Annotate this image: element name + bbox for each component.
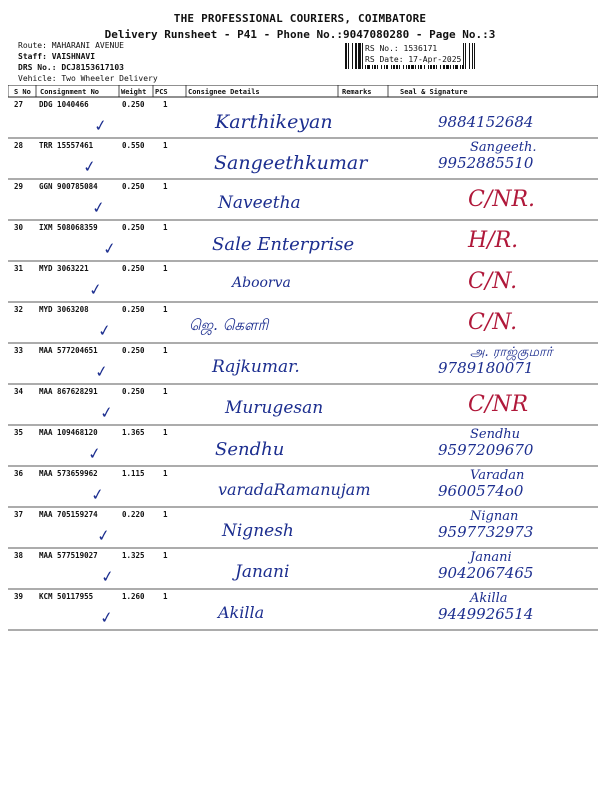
consignee-handwriting: Sendhu [215, 439, 285, 460]
consignee-handwriting: Karthikeyan [215, 111, 333, 133]
row-consignment: IXM 508068359 [39, 223, 98, 232]
check-mark-icon: ✓ [93, 114, 108, 137]
row-weight: 0.550 [122, 141, 145, 150]
check-mark-icon: ✓ [97, 319, 112, 342]
rs-number: RS No.: 1536171 [365, 43, 463, 54]
header-consignee: Consignee Details [188, 88, 260, 96]
header-consignment: Consignment No [40, 88, 100, 96]
header-remarks: Remarks [342, 88, 372, 96]
row-sno: 32 [14, 305, 24, 314]
row-sno: 36 [14, 469, 24, 478]
signature-text: 9952885510 [438, 154, 534, 172]
row-weight: 0.250 [122, 264, 145, 273]
row-pcs: 1 [163, 223, 168, 232]
row-pcs: 1 [163, 551, 168, 560]
signature-text: 9789180071 [438, 359, 534, 377]
row-consignment: MYD 3063208 [39, 305, 89, 314]
row-sno: 37 [14, 510, 24, 519]
row-weight: 0.250 [122, 346, 145, 355]
row-pcs: 1 [163, 100, 168, 109]
header-weight: Weight [121, 88, 147, 96]
row-weight: 1.365 [122, 428, 145, 437]
header-sno: S No [14, 88, 31, 96]
row-weight: 1.325 [122, 551, 145, 560]
runsheet-meta-right [365, 43, 463, 65]
vehicle-text: Vehicle: Two Wheeler Delivery [18, 74, 158, 83]
consignee-handwriting: Naveetha [218, 193, 301, 213]
signature-name: Varadan [470, 468, 525, 483]
row-consignment: MAA 705159274 [39, 510, 98, 519]
row-consignment: DDG 1040466 [39, 100, 89, 109]
row-weight: 0.250 [122, 387, 145, 396]
check-mark-icon: ✓ [90, 483, 105, 506]
check-mark-icon: ✓ [82, 155, 97, 178]
consignee-handwriting: Sangeethkumar [214, 152, 368, 174]
signature-text: C/N. [468, 310, 518, 335]
row-pcs: 1 [163, 182, 168, 191]
row-sno: 33 [14, 346, 24, 355]
signature-name: Sangeeth. [470, 140, 537, 155]
check-mark-icon: ✓ [102, 237, 117, 260]
signature-text: 9600574o0 [438, 482, 524, 500]
row-weight: 1.115 [122, 469, 145, 478]
signature-text: 9042067465 [438, 564, 534, 582]
row-pcs: 1 [163, 387, 168, 396]
signature-name: Nignan [470, 509, 519, 524]
row-weight: 0.220 [122, 510, 145, 519]
row-weight: 0.250 [122, 100, 145, 109]
signature-text: H/R. [468, 228, 519, 253]
runsheet-subtitle: Delivery Runsheet - P41 - Phone No.:9047080280 - Page No.:3 [104, 28, 496, 41]
runsheet-meta-left [18, 40, 158, 84]
row-sno: 39 [14, 592, 24, 601]
consignee-handwriting: Nignesh [222, 521, 294, 541]
row-weight: 0.250 [122, 223, 145, 232]
row-pcs: 1 [163, 305, 168, 314]
row-consignment: GGN 900785084 [39, 182, 98, 191]
row-pcs: 1 [163, 510, 168, 519]
row-pcs: 1 [163, 141, 168, 150]
row-sno: 29 [14, 182, 24, 191]
row-sno: 28 [14, 141, 24, 150]
consignee-handwriting: varadaRamanujam [218, 480, 371, 499]
row-consignment: MAA 867628291 [39, 387, 98, 396]
rs-date: RS Date: 17-Apr-2025 [365, 55, 462, 64]
consignee-handwriting: Sale Enterprise [212, 234, 355, 255]
check-mark-icon: ✓ [88, 278, 103, 301]
consignee-handwriting: ஜெ. கெளரி [189, 316, 269, 334]
check-mark-icon: ✓ [87, 442, 102, 465]
row-sno: 27 [14, 100, 24, 109]
signature-name: அ. ராஜ்குமார் [470, 345, 553, 360]
row-sno: 38 [14, 551, 24, 560]
row-pcs: 1 [163, 592, 168, 601]
row-consignment: MAA 573659962 [39, 469, 98, 478]
route-text: Route: MAHARANI AVENUE [18, 41, 124, 50]
signature-name: Sendhu [470, 427, 521, 442]
row-sno: 34 [14, 387, 24, 396]
signature-text: C/NR [468, 392, 529, 417]
consignee-handwriting: Rajkumar. [212, 357, 300, 377]
signature-name: Janani [470, 550, 512, 565]
signature-name: Akilla [470, 591, 508, 606]
runsheet-header [0, 12, 600, 41]
row-consignment: MAA 109468120 [39, 428, 98, 437]
check-mark-icon: ✓ [96, 524, 111, 547]
header-pcs: PCS [155, 88, 168, 96]
row-consignment: TRR 15557461 [39, 141, 94, 150]
row-sno: 35 [14, 428, 24, 437]
check-mark-icon: ✓ [94, 360, 109, 383]
row-weight: 1.260 [122, 592, 145, 601]
check-mark-icon: ✓ [99, 606, 114, 629]
signature-text: C/N. [468, 269, 518, 294]
row-sno: 31 [14, 264, 24, 273]
row-weight: 0.250 [122, 182, 145, 191]
consignee-handwriting: Murugesan [225, 398, 324, 418]
header-seal-signature: Seal & Signature [400, 88, 468, 96]
check-mark-icon: ✓ [99, 401, 114, 424]
row-consignment: MYD 3063221 [39, 264, 89, 273]
row-weight: 0.250 [122, 305, 145, 314]
row-pcs: 1 [163, 264, 168, 273]
signature-text: 9597732973 [438, 523, 534, 541]
row-pcs: 1 [163, 346, 168, 355]
consignee-handwriting: Aboorva [232, 275, 291, 291]
check-mark-icon: ✓ [100, 565, 115, 588]
row-pcs: 1 [163, 428, 168, 437]
row-consignment: MAA 577519027 [39, 551, 98, 560]
signature-text: 9884152684 [438, 113, 534, 131]
signature-text: 9449926514 [438, 605, 534, 623]
consignee-handwriting: Janani [235, 562, 290, 582]
row-pcs: 1 [163, 469, 168, 478]
row-consignment: KCM 50117955 [39, 592, 94, 601]
check-mark-icon: ✓ [91, 196, 106, 219]
signature-text: C/NR. [468, 187, 536, 212]
row-consignment: MAA 577204651 [39, 346, 98, 355]
row-sno: 30 [14, 223, 24, 232]
signature-text: 9597209670 [438, 441, 534, 459]
consignee-handwriting: Akilla [218, 603, 265, 622]
staff-text: Staff: VAISHNAVI [18, 52, 96, 61]
company-title: THE PROFESSIONAL COURIERS, COIMBATORE [173, 12, 427, 25]
drs-text: DRS No.: DCJ8153617103 [18, 63, 124, 72]
